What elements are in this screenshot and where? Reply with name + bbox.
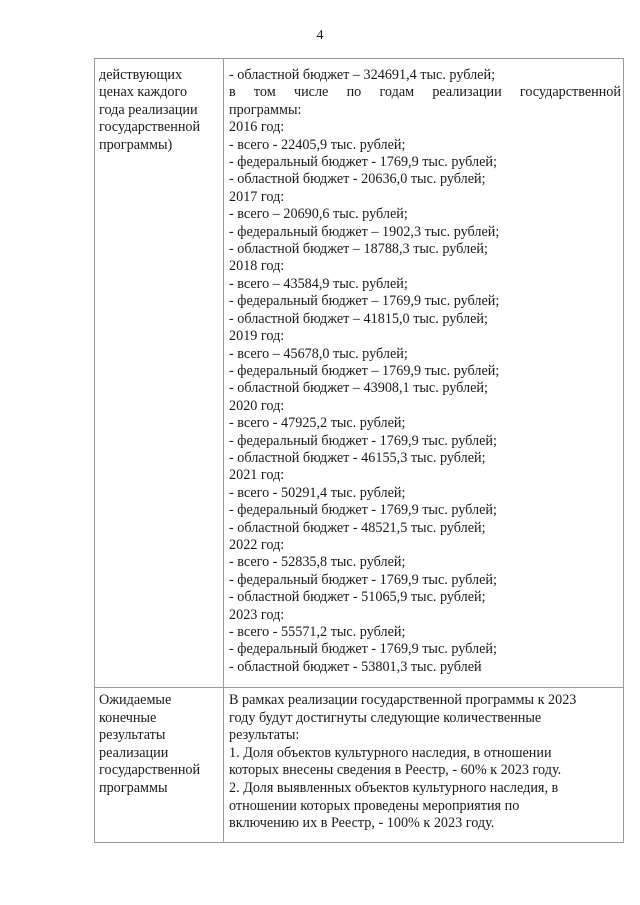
value-line: - областной бюджет - 20636,0 тыс. рублей; — [229, 171, 486, 188]
label-line: года реализации — [99, 101, 198, 118]
row-label-cell — [95, 59, 224, 688]
year-heading: 2021 год: — [229, 467, 285, 484]
value-line: - всего – 45678,0 тыс. рублей; — [229, 345, 408, 362]
value-line: результаты: — [229, 727, 300, 744]
value-line: - федеральный бюджет – 1769,9 тыс. рублей; — [229, 293, 500, 310]
label-line: программы — [99, 779, 168, 796]
value-line: - федеральный бюджет - 1769,9 тыс. рублей; — [229, 432, 497, 449]
document-table — [94, 58, 624, 843]
value-line: В рамках реализации государственной программы к 2023 — [229, 692, 577, 708]
page-number: 4 — [316, 28, 324, 43]
row-label-cell — [95, 688, 224, 843]
value-line: - федеральный бюджет – 1769,9 тыс. рублей; — [229, 362, 500, 379]
value-line: - областной бюджет – 18788,3 тыс. рублей; — [229, 241, 488, 258]
year-heading: 2023 год: — [229, 606, 285, 623]
value-line: 2. Доля выявленных объектов культурного наследия, в — [229, 779, 559, 796]
label-line: Ожидаемые — [99, 692, 172, 708]
table-row-funding — [95, 59, 624, 688]
year-heading: 2018 год: — [229, 258, 285, 275]
value-line: - областной бюджет – 324691,4 тыс. рублей; — [229, 67, 496, 83]
value-line: - всего - 50291,4 тыс. рублей; — [229, 484, 406, 501]
row-value-cell — [224, 688, 624, 843]
value-line: - всего - 47925,2 тыс. рублей; — [229, 415, 406, 432]
value-line: - областной бюджет - 51065,9 тыс. рублей; — [229, 589, 486, 606]
label-line: государственной — [99, 762, 201, 779]
year-heading: 2017 год: — [229, 188, 285, 205]
year-heading: 2019 год: — [229, 328, 285, 345]
label-line: конечные — [99, 709, 157, 726]
value-line: - всего - 55571,2 тыс. рублей; — [229, 624, 406, 640]
label-line: государственной — [99, 119, 201, 136]
value-line: - федеральный бюджет - 1769,9 тыс. рублей; — [229, 641, 497, 658]
label-line: ценах каждого — [99, 84, 188, 101]
value-line: - федеральный бюджет - 1769,9 тыс. рублей; — [229, 571, 497, 588]
label-line: результаты — [99, 727, 166, 744]
value-line: отношении которых проведены мероприятия по — [229, 797, 520, 814]
value-line: в том числе по годам реализации государственной — [229, 84, 621, 101]
value-line: - областной бюджет - 53801,3 тыс. рублей — [229, 658, 482, 675]
year-heading: 2020 год: — [229, 397, 285, 414]
table-row-expected-results — [95, 688, 624, 843]
value-line: - федеральный бюджет - 1769,9 тыс. рублей; — [229, 154, 497, 171]
value-line: - всего - 22405,9 тыс. рублей; — [229, 136, 406, 153]
year-heading: 2016 год: — [229, 119, 285, 136]
label-line: реализации — [99, 744, 169, 761]
value-line: - всего – 20690,6 тыс. рублей; — [229, 206, 408, 223]
value-line: - федеральный бюджет – 1902,3 тыс. рублей; — [229, 223, 500, 240]
value-line: - федеральный бюджет - 1769,9 тыс. рублей; — [229, 502, 497, 519]
value-line: - всего - 52835,8 тыс. рублей; — [229, 554, 406, 571]
value-line: включению их в Реестр, - 100% к 2023 году. — [229, 815, 495, 832]
value-line: которых внесены сведения в Реестр, - 60% к 2023 году. — [229, 762, 562, 779]
value-line: - областной бюджет – 43908,1 тыс. рублей; — [229, 380, 488, 397]
label-line: программы) — [99, 136, 173, 153]
value-line: 1. Доля объектов культурного наследия, в отношении — [229, 744, 552, 761]
value-line: - всего – 43584,9 тыс. рублей; — [229, 275, 408, 292]
value-line: - областной бюджет - 46155,3 тыс. рублей; — [229, 449, 486, 466]
value-line: - областной бюджет - 48521,5 тыс. рублей; — [229, 519, 486, 536]
value-line: программы: — [229, 101, 302, 118]
year-heading: 2022 год: — [229, 536, 285, 553]
value-line: году будут достигнуты следующие количественные — [229, 709, 542, 726]
value-line: - областной бюджет – 41815,0 тыс. рублей; — [229, 310, 488, 327]
row-value-cell — [224, 59, 624, 688]
label-line: действующих — [99, 67, 183, 83]
